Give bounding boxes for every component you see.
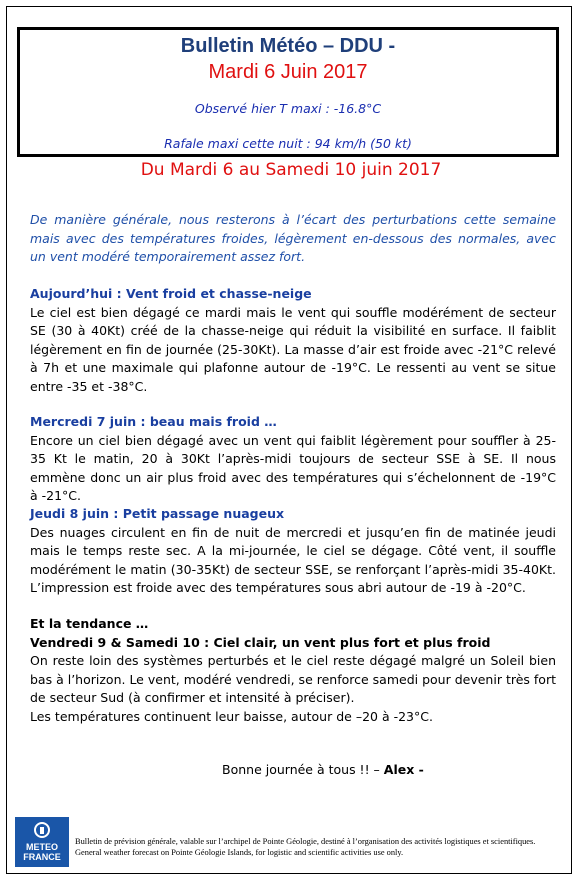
header-box — [17, 27, 559, 157]
signature: Alex - — [383, 762, 424, 777]
logo-line-1: METEO — [25, 842, 58, 852]
footer-disclaimer — [75, 836, 565, 858]
section-title: Jeudi 8 juin : Petit passage nuageux — [30, 506, 285, 521]
logo-line-2: FRANCE — [23, 852, 61, 862]
section-title: Mercredi 7 juin : beau mais froid … — [30, 414, 277, 429]
section-title: Et la tendance … — [30, 616, 149, 631]
forecast-period: Du Mardi 6 au Samedi 10 juin 2017 — [140, 160, 442, 180]
section-trend — [30, 615, 556, 726]
intro-paragraph: De manière générale, nous resterons à l’écart des perturbations cette semaine mais avec des températures froides, légèrement en-dessous des normales, avec un vent modéré temporairement assez fort. — [30, 212, 556, 264]
section-body: On reste loin des systèmes perturbés et le ciel reste dégagé malgré un Soleil bien bas à l’horizon. Le vent, modéré vendredi, se renforce samedi pour devenir très fort de secteur Sud (à confirmer et intensité à préciser). — [30, 653, 556, 705]
closing-text: Bonne journée à tous !! – — [222, 762, 384, 777]
section-thursday — [30, 505, 556, 598]
section-body: Encore un ciel bien dégagé avec un vent qui faiblit légèrement pour souffler à 25-35 Kt le matin, 20 à 30Kt l’après-midi toujours de secteur SSE à SE. Il nous emmène donc un air plus froid avec des températures qui s’échelonnent de -19°C à -21°C. — [30, 432, 556, 503]
bulletin-title: Bulletin Météo – DDU - — [180, 35, 396, 57]
section-subtitle: Vendredi 9 & Samedi 10 : Ciel clair, un vent plus fort et plus froid — [30, 634, 491, 650]
footer-line-fr: Bulletin de prévision générale, valable sur l’archipel de Pointe Géologie, destiné à l’organisation des activités logistiques et scientifiques. — [75, 837, 536, 846]
observed-max-temp: Observé hier T maxi : -16.8°C — [194, 101, 382, 116]
section-body-temperatures: Les températures continuent leur baisse, autour de –20 à -23°C. — [30, 708, 433, 724]
section-title: Aujourd’hui : Vent froid et chasse-neige — [30, 286, 312, 301]
section-body: Des nuages circulent en fin de nuit de mercredi et jusqu’en fin de matinée jeudi mais le temps reste sec. A la mi-journée, le ciel se dégage. Côté vent, il souffle modérément le matin (30-35Kt) de secteur SSE, se renforçant l’après-midi 35-40Kt. L’impression est froide avec des températures sous abri autour de -19 à -20°C. — [30, 524, 556, 595]
section-body: Le ciel est bien dégagé ce mardi mais le vent qui souffle modérément de secteur SE (30 à 40Kt) créé de la chasse-neige qui réduit la visibilité en surface. Il faiblit légèrement en fin de journée (25-30Kt). La masse d’air est froide avec -21°C relevé à 7h et une maximale qui plafonne autour de -19°C. Le ressenti au vent se situe entre -35 et -38°C. — [30, 304, 556, 394]
section-wednesday — [30, 413, 556, 506]
max-gust: Rafale maxi cette nuit : 94 km/h (50 kt) — [164, 136, 412, 151]
bulletin-date: Mardi 6 Juin 2017 — [208, 61, 368, 83]
meteo-france-logo-icon — [34, 822, 50, 838]
footer-line-en: General weather forecast on Pointe Géologie Islands, for logistic and scientific activities use only. — [75, 848, 404, 857]
closing-line — [222, 762, 424, 777]
section-today — [30, 285, 556, 396]
meteo-france-logo — [15, 817, 69, 867]
